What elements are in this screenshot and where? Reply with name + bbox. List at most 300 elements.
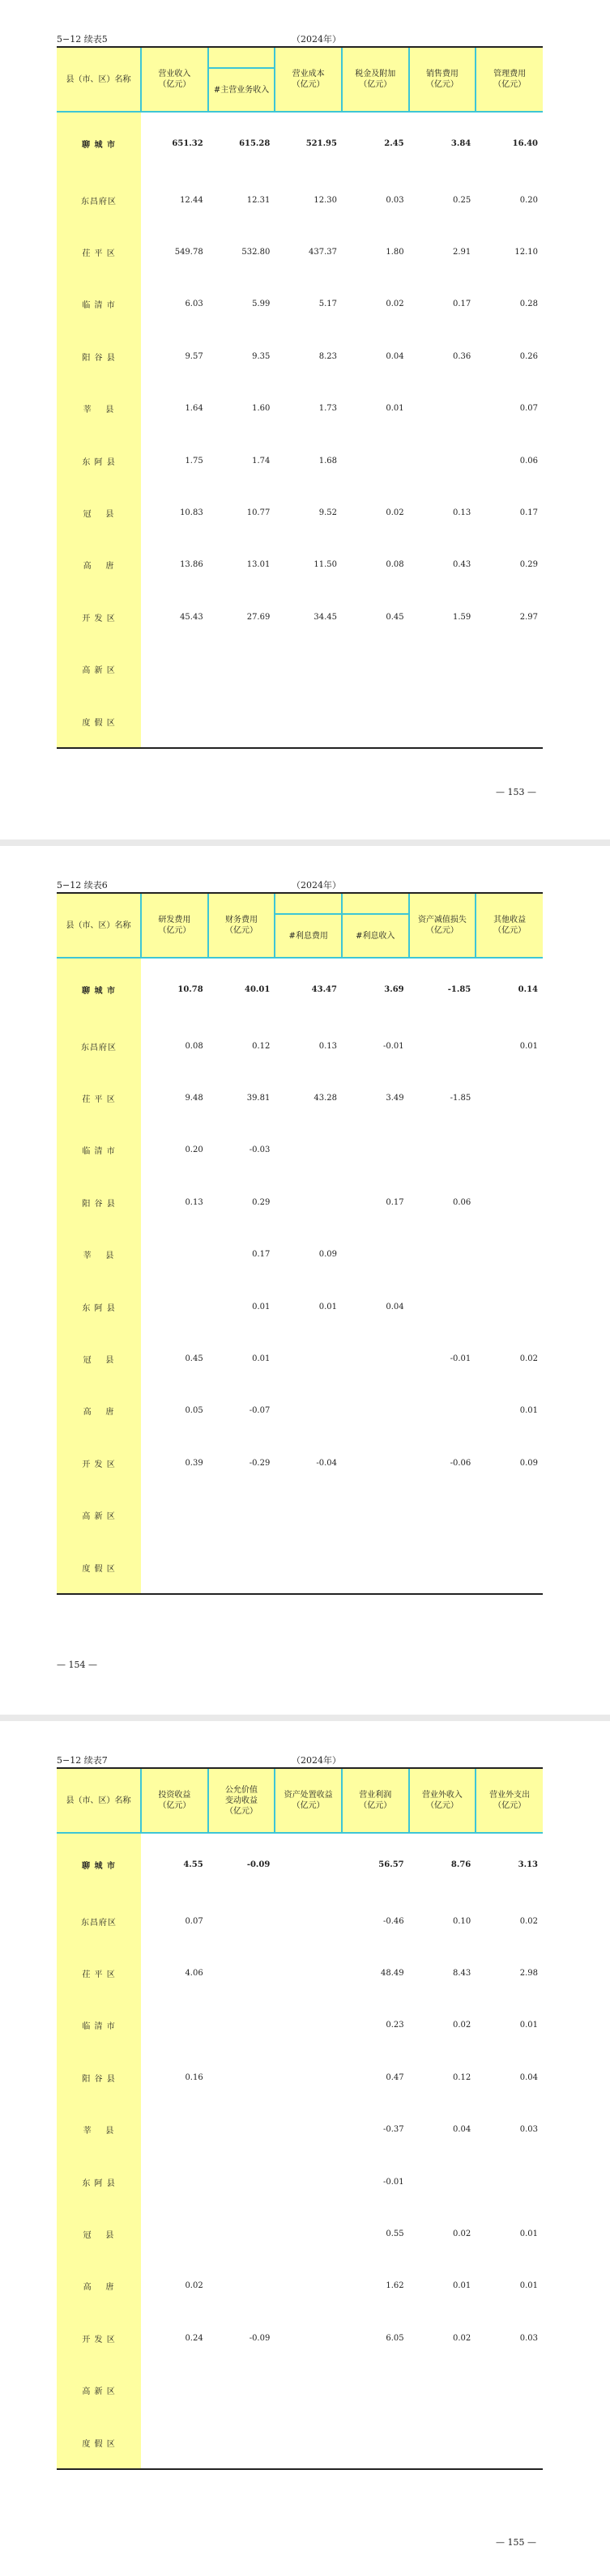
column-header: 研发费用 （亿元） <box>141 893 208 958</box>
table-cell <box>141 2365 208 2417</box>
table-cell: 4.06 <box>185 1969 203 1979</box>
row-name: 阳 谷 县 <box>57 330 141 382</box>
table-cell: -0.46 <box>382 1916 404 1926</box>
table-cell: 8.43 <box>453 1969 471 1979</box>
column-header: 营业外收入 （亿元） <box>409 1768 476 1833</box>
table-cell <box>275 2312 342 2364</box>
table-cell <box>141 1490 208 1541</box>
table-cell: 12.10 <box>514 248 538 257</box>
table-code: 5−12 续表7 <box>57 1755 108 1766</box>
row-name: 度 假 区 <box>57 1541 141 1594</box>
row-name: 高 新 区 <box>57 1490 141 1541</box>
table-cell <box>208 2051 275 2103</box>
row-name: 莘 县 <box>57 2104 141 2156</box>
table-row <box>57 1437 543 1489</box>
table-cell: 0.16 <box>185 2072 203 2082</box>
table-cell: 0.12 <box>252 1041 271 1051</box>
table-cell <box>409 435 476 487</box>
row-name: 高 唐 <box>57 2260 141 2312</box>
table-cell: 0.45 <box>386 612 404 622</box>
table-cell: 43.28 <box>314 1094 337 1103</box>
table-cell <box>476 2417 543 2469</box>
table-cell: 3.84 <box>450 138 471 148</box>
table-cell: 0.01 <box>519 1041 538 1051</box>
table-cell: 5.99 <box>252 300 271 309</box>
table-row <box>57 2000 543 2051</box>
table-cell: 0.47 <box>386 2072 404 2082</box>
table-cell: -0.09 <box>246 1860 271 1869</box>
page-number: — 155 — <box>496 2537 536 2548</box>
table-cell <box>208 2365 275 2417</box>
column-header: 销售费用 （亿元） <box>409 47 476 112</box>
table-cell: 16.40 <box>512 138 538 148</box>
table-cell <box>342 1385 409 1437</box>
table-cell <box>409 1229 476 1281</box>
table-cell: 0.13 <box>318 1041 337 1051</box>
row-name: 东 阿 县 <box>57 1281 141 1333</box>
data-table <box>57 1767 543 2470</box>
table-row <box>57 330 543 382</box>
table-cell: 56.57 <box>378 1860 404 1869</box>
table-cell: 1.62 <box>386 2281 404 2291</box>
table-cell: 5.17 <box>318 300 337 309</box>
table-cell: 0.01 <box>252 1302 271 1311</box>
table-row <box>57 958 543 1020</box>
table-cell: 43.47 <box>311 984 337 994</box>
table-cell: 2.98 <box>519 1969 538 1979</box>
table-row <box>57 2104 543 2156</box>
table-cell: 437.37 <box>308 248 337 257</box>
table-cell: 34.45 <box>314 612 337 622</box>
column-header-name: 县（市、区）名称 <box>57 47 141 112</box>
row-name: 临 清 市 <box>57 1124 141 1176</box>
row-name: 高 新 区 <box>57 2365 141 2417</box>
row-name: 冠 县 <box>57 1333 141 1384</box>
table-cell: 0.02 <box>453 2333 471 2343</box>
table-cell <box>208 2417 275 2469</box>
page-number: — 154 — <box>57 1660 97 1670</box>
table-cell: 651.32 <box>172 138 203 148</box>
table-cell: 0.20 <box>519 195 538 205</box>
table-cell: 0.09 <box>318 1250 337 1260</box>
table-cell <box>141 2156 208 2208</box>
table-caption <box>57 1753 545 1766</box>
row-name: 阳 谷 县 <box>57 2051 141 2103</box>
table-cell <box>476 1541 543 1594</box>
table-row <box>57 1281 543 1333</box>
table-cell: 8.23 <box>318 351 337 361</box>
table-cell <box>409 2417 476 2469</box>
table-cell: 0.04 <box>386 1302 404 1311</box>
row-name: 茌 平 区 <box>57 1072 141 1124</box>
table-cell: 10.78 <box>177 984 203 994</box>
table-row <box>57 1176 543 1228</box>
table-row <box>57 1072 543 1124</box>
column-header: 财务费用 （亿元） <box>208 893 275 958</box>
table-row <box>57 2051 543 2103</box>
table-cell: 1.68 <box>318 456 337 465</box>
table-cell: 0.17 <box>519 508 538 518</box>
table-cell: 12.31 <box>246 195 271 205</box>
table-row <box>57 1490 543 1541</box>
table-cell: 0.08 <box>386 560 404 570</box>
table-cell: 0.23 <box>386 2021 404 2030</box>
table-cell: 6.03 <box>185 300 203 309</box>
table-row <box>57 2260 543 2312</box>
table-cell <box>141 1281 208 1333</box>
row-name: 茌 平 区 <box>57 1947 141 1999</box>
row-name: 东昌府区 <box>57 1895 141 1947</box>
table-cell: 1.74 <box>252 456 271 465</box>
table-cell <box>409 1124 476 1176</box>
row-name: 聊 城 市 <box>57 112 141 174</box>
row-name: 东 阿 县 <box>57 2156 141 2208</box>
table-cell: 27.69 <box>246 612 271 622</box>
table-row <box>57 644 543 695</box>
table-cell: 0.06 <box>519 456 538 465</box>
table-cell <box>208 2260 275 2312</box>
table-cell <box>409 695 476 748</box>
table-cell <box>476 695 543 748</box>
table-cell <box>275 695 342 748</box>
table-row <box>57 1895 543 1947</box>
row-name: 开 发 区 <box>57 1437 141 1489</box>
table-cell <box>342 1124 409 1176</box>
table-cell <box>342 1541 409 1594</box>
row-name: 聊 城 市 <box>57 958 141 1020</box>
table-cell <box>342 1490 409 1541</box>
table-row <box>57 2312 543 2364</box>
table-cell <box>409 1541 476 1594</box>
table-cell <box>342 2365 409 2417</box>
table-cell: -0.04 <box>316 1458 337 1468</box>
table-cell <box>141 644 208 695</box>
table-cell <box>476 1281 543 1333</box>
row-name: 茌 平 区 <box>57 226 141 278</box>
table-cell: 0.03 <box>519 2333 538 2343</box>
table-cell: 0.24 <box>185 2333 203 2343</box>
table-cell <box>275 2208 342 2259</box>
table-cell: 0.02 <box>185 2281 203 2291</box>
table-year: （2024年） <box>292 880 341 891</box>
table-cell <box>476 2156 543 2208</box>
table-cell <box>208 2104 275 2156</box>
table-cell: 0.05 <box>185 1406 203 1416</box>
table-cell <box>476 1490 543 1541</box>
table-cell <box>275 2365 342 2417</box>
table-cell: 0.01 <box>519 1406 538 1416</box>
table-row <box>57 1124 543 1176</box>
table-cell <box>208 695 275 748</box>
table-cell <box>476 1229 543 1281</box>
table-cell: 0.45 <box>185 1354 203 1364</box>
column-header-sub: #利息收入 <box>342 914 409 958</box>
table-cell: 0.09 <box>519 1458 538 1468</box>
column-header-sub: #主营业务收入 <box>208 68 275 112</box>
column-header: 资产处置收益 （亿元） <box>275 1768 342 1833</box>
table-row <box>57 2365 543 2417</box>
table-row <box>57 2417 543 2469</box>
table-cell <box>409 1385 476 1437</box>
table-cell: 9.48 <box>185 1094 203 1103</box>
table-cell: 9.35 <box>252 351 271 361</box>
table-row <box>57 1333 543 1384</box>
row-name: 冠 县 <box>57 2208 141 2259</box>
column-header-spacer <box>342 893 409 914</box>
table-cell: 0.02 <box>386 508 404 518</box>
table-cell <box>409 1490 476 1541</box>
table-row <box>57 2208 543 2259</box>
table-cell: 0.02 <box>519 1916 538 1926</box>
table-cell: -0.37 <box>382 2125 404 2135</box>
table-row <box>57 591 543 643</box>
table-cell: 615.28 <box>239 138 271 148</box>
table-cell <box>409 2156 476 2208</box>
table-cell <box>476 1124 543 1176</box>
table-cell <box>275 1385 342 1437</box>
row-name: 聊 城 市 <box>57 1833 141 1895</box>
table-code: 5−12 续表5 <box>57 34 108 45</box>
table-cell: 1.64 <box>185 404 203 414</box>
row-name: 临 清 市 <box>57 2000 141 2051</box>
table-row <box>57 112 543 174</box>
row-name: 阳 谷 县 <box>57 1176 141 1228</box>
data-table <box>57 46 543 749</box>
table-cell: 10.83 <box>180 508 203 518</box>
row-name: 东昌府区 <box>57 1020 141 1072</box>
column-header: 公允价值 变动收益 （亿元） <box>208 1768 275 1833</box>
data-table <box>57 892 543 1595</box>
row-name: 高 唐 <box>57 1385 141 1437</box>
table-cell: 1.59 <box>453 612 471 622</box>
table-cell: 0.06 <box>453 1197 471 1207</box>
table-cell <box>342 695 409 748</box>
table-cell: -0.06 <box>450 1458 471 1468</box>
table-cell: 13.86 <box>180 560 203 570</box>
column-header-spacer <box>275 893 342 914</box>
table-row <box>57 1020 543 1072</box>
row-name: 冠 县 <box>57 487 141 538</box>
table-cell: 40.01 <box>245 984 271 994</box>
table-cell: -0.01 <box>382 1041 404 1051</box>
page-154 <box>0 846 610 1715</box>
table-cell <box>208 2000 275 2051</box>
table-cell: 0.03 <box>519 2125 538 2135</box>
table-cell: 0.17 <box>386 1197 404 1207</box>
column-header: 税金及附加 （亿元） <box>342 47 409 112</box>
table-cell <box>275 1333 342 1384</box>
column-header: 投资收益 （亿元） <box>141 1768 208 1833</box>
table-cell: 532.80 <box>241 248 271 257</box>
table-cell <box>208 644 275 695</box>
table-cell: 9.52 <box>318 508 337 518</box>
table-cell: 8.76 <box>450 1860 471 1869</box>
column-header-name: 县（市、区）名称 <box>57 1768 141 1833</box>
row-name: 临 清 市 <box>57 278 141 330</box>
page-number: — 153 — <box>496 787 536 797</box>
row-name: 开 发 区 <box>57 591 141 643</box>
table-cell: 0.04 <box>453 2125 471 2135</box>
row-name: 莘 县 <box>57 383 141 435</box>
row-name: 度 假 区 <box>57 2417 141 2469</box>
table-cell <box>342 2417 409 2469</box>
column-header: 营业成本 （亿元） <box>275 47 342 112</box>
table-cell <box>141 1229 208 1281</box>
column-header: 管理费用 （亿元） <box>476 47 543 112</box>
table-cell: 6.05 <box>386 2333 404 2343</box>
table-cell: 0.01 <box>519 2021 538 2030</box>
table-cell: -0.01 <box>450 1354 471 1364</box>
table-cell <box>275 1490 342 1541</box>
column-header: 其他收益 （亿元） <box>476 893 543 958</box>
table-cell: -0.01 <box>382 2177 404 2187</box>
table-cell <box>476 2365 543 2417</box>
table-cell: 48.49 <box>380 1969 404 1979</box>
table-cell <box>141 2000 208 2051</box>
row-name: 开 发 区 <box>57 2312 141 2364</box>
table-row <box>57 539 543 591</box>
table-cell: 2.45 <box>384 138 404 148</box>
row-name: 度 假 区 <box>57 695 141 748</box>
table-cell: 0.04 <box>386 351 404 361</box>
table-cell <box>409 644 476 695</box>
table-cell <box>275 2000 342 2051</box>
page-155 <box>0 1721 610 2576</box>
table-cell <box>275 2051 342 2103</box>
row-name: 高 唐 <box>57 539 141 591</box>
table-cell <box>342 644 409 695</box>
table-cell: 3.49 <box>386 1094 404 1103</box>
table-cell: 0.04 <box>519 2072 538 2082</box>
table-cell: 0.02 <box>453 2021 471 2030</box>
table-cell <box>208 2156 275 2208</box>
table-cell: 0.03 <box>386 195 404 205</box>
table-cell: 4.55 <box>183 1860 203 1869</box>
table-caption <box>57 878 545 891</box>
table-cell <box>275 1176 342 1228</box>
row-name: 东昌府区 <box>57 174 141 226</box>
table-cell: 0.28 <box>519 300 538 309</box>
table-cell: -0.09 <box>249 2333 271 2343</box>
table-cell: 12.44 <box>180 195 203 205</box>
table-cell: 0.26 <box>519 351 538 361</box>
column-header-spacer <box>208 47 275 68</box>
table-caption <box>57 32 545 45</box>
table-cell: 1.73 <box>318 404 337 414</box>
row-name: 高 新 区 <box>57 644 141 695</box>
row-name: 莘 县 <box>57 1229 141 1281</box>
column-header-sub: #利息费用 <box>275 914 342 958</box>
table-cell: 0.07 <box>185 1916 203 1926</box>
table-cell: 1.75 <box>185 456 203 465</box>
table-cell <box>409 1020 476 1072</box>
table-cell: 0.55 <box>386 2230 404 2239</box>
table-cell: 1.80 <box>386 248 404 257</box>
table-cell <box>275 1833 342 1895</box>
table-year: （2024年） <box>292 34 341 45</box>
table-cell: 0.01 <box>318 1302 337 1311</box>
table-cell <box>275 2260 342 2312</box>
table-cell <box>275 2417 342 2469</box>
table-cell <box>409 2365 476 2417</box>
table-cell: 0.01 <box>453 2281 471 2291</box>
table-cell: 0.10 <box>453 1916 471 1926</box>
table-cell: 0.14 <box>518 984 538 994</box>
table-cell: 12.30 <box>314 195 337 205</box>
table-cell: 1.60 <box>252 404 271 414</box>
table-cell: 0.02 <box>453 2230 471 2239</box>
table-cell: 3.69 <box>384 984 404 994</box>
table-cell <box>476 644 543 695</box>
table-row <box>57 1947 543 1999</box>
table-row <box>57 174 543 226</box>
table-cell: 9.57 <box>185 351 203 361</box>
column-header: 营业外支出 （亿元） <box>476 1768 543 1833</box>
table-row <box>57 278 543 330</box>
table-row <box>57 1541 543 1594</box>
table-cell: 0.07 <box>519 404 538 414</box>
table-cell <box>409 1281 476 1333</box>
table-row <box>57 1385 543 1437</box>
table-cell: 0.20 <box>185 1146 203 1155</box>
table-cell <box>342 435 409 487</box>
table-row <box>57 487 543 538</box>
table-cell <box>275 2156 342 2208</box>
table-cell <box>275 644 342 695</box>
table-cell: 521.95 <box>305 138 337 148</box>
table-cell: 0.17 <box>252 1250 271 1260</box>
table-cell: -0.07 <box>249 1406 271 1416</box>
table-row <box>57 226 543 278</box>
table-cell: 0.08 <box>185 1041 203 1051</box>
table-cell <box>275 2104 342 2156</box>
table-cell <box>141 1541 208 1594</box>
table-cell: -1.85 <box>450 1094 471 1103</box>
table-cell: 0.39 <box>185 1458 203 1468</box>
column-header-name: 县（市、区）名称 <box>57 893 141 958</box>
table-cell <box>141 2208 208 2259</box>
table-cell: 0.13 <box>453 508 471 518</box>
table-cell: 0.17 <box>453 300 471 309</box>
table-cell: 2.97 <box>519 612 538 622</box>
table-row <box>57 1229 543 1281</box>
column-header: 营业利润 （亿元） <box>342 1768 409 1833</box>
table-cell: 549.78 <box>174 248 203 257</box>
table-cell: 0.13 <box>185 1197 203 1207</box>
table-code: 5−12 续表6 <box>57 880 108 891</box>
table-cell: -1.85 <box>447 984 471 994</box>
table-cell: 2.91 <box>453 248 471 257</box>
table-cell <box>476 1072 543 1124</box>
table-cell <box>208 1947 275 1999</box>
table-cell: 0.36 <box>453 351 471 361</box>
table-cell: 13.01 <box>246 560 271 570</box>
table-cell: 45.43 <box>180 612 203 622</box>
table-cell: 0.12 <box>453 2072 471 2082</box>
table-row <box>57 435 543 487</box>
table-row <box>57 1833 543 1895</box>
column-header: 营业收入 （亿元） <box>141 47 208 112</box>
table-cell: 0.01 <box>252 1354 271 1364</box>
table-cell <box>342 1333 409 1384</box>
table-cell: -0.29 <box>249 1458 271 1468</box>
page-153 <box>0 0 610 840</box>
row-name: 东 阿 县 <box>57 435 141 487</box>
table-row <box>57 695 543 748</box>
table-cell <box>342 1229 409 1281</box>
table-cell <box>208 1541 275 1594</box>
table-cell: 3.13 <box>518 1860 538 1869</box>
